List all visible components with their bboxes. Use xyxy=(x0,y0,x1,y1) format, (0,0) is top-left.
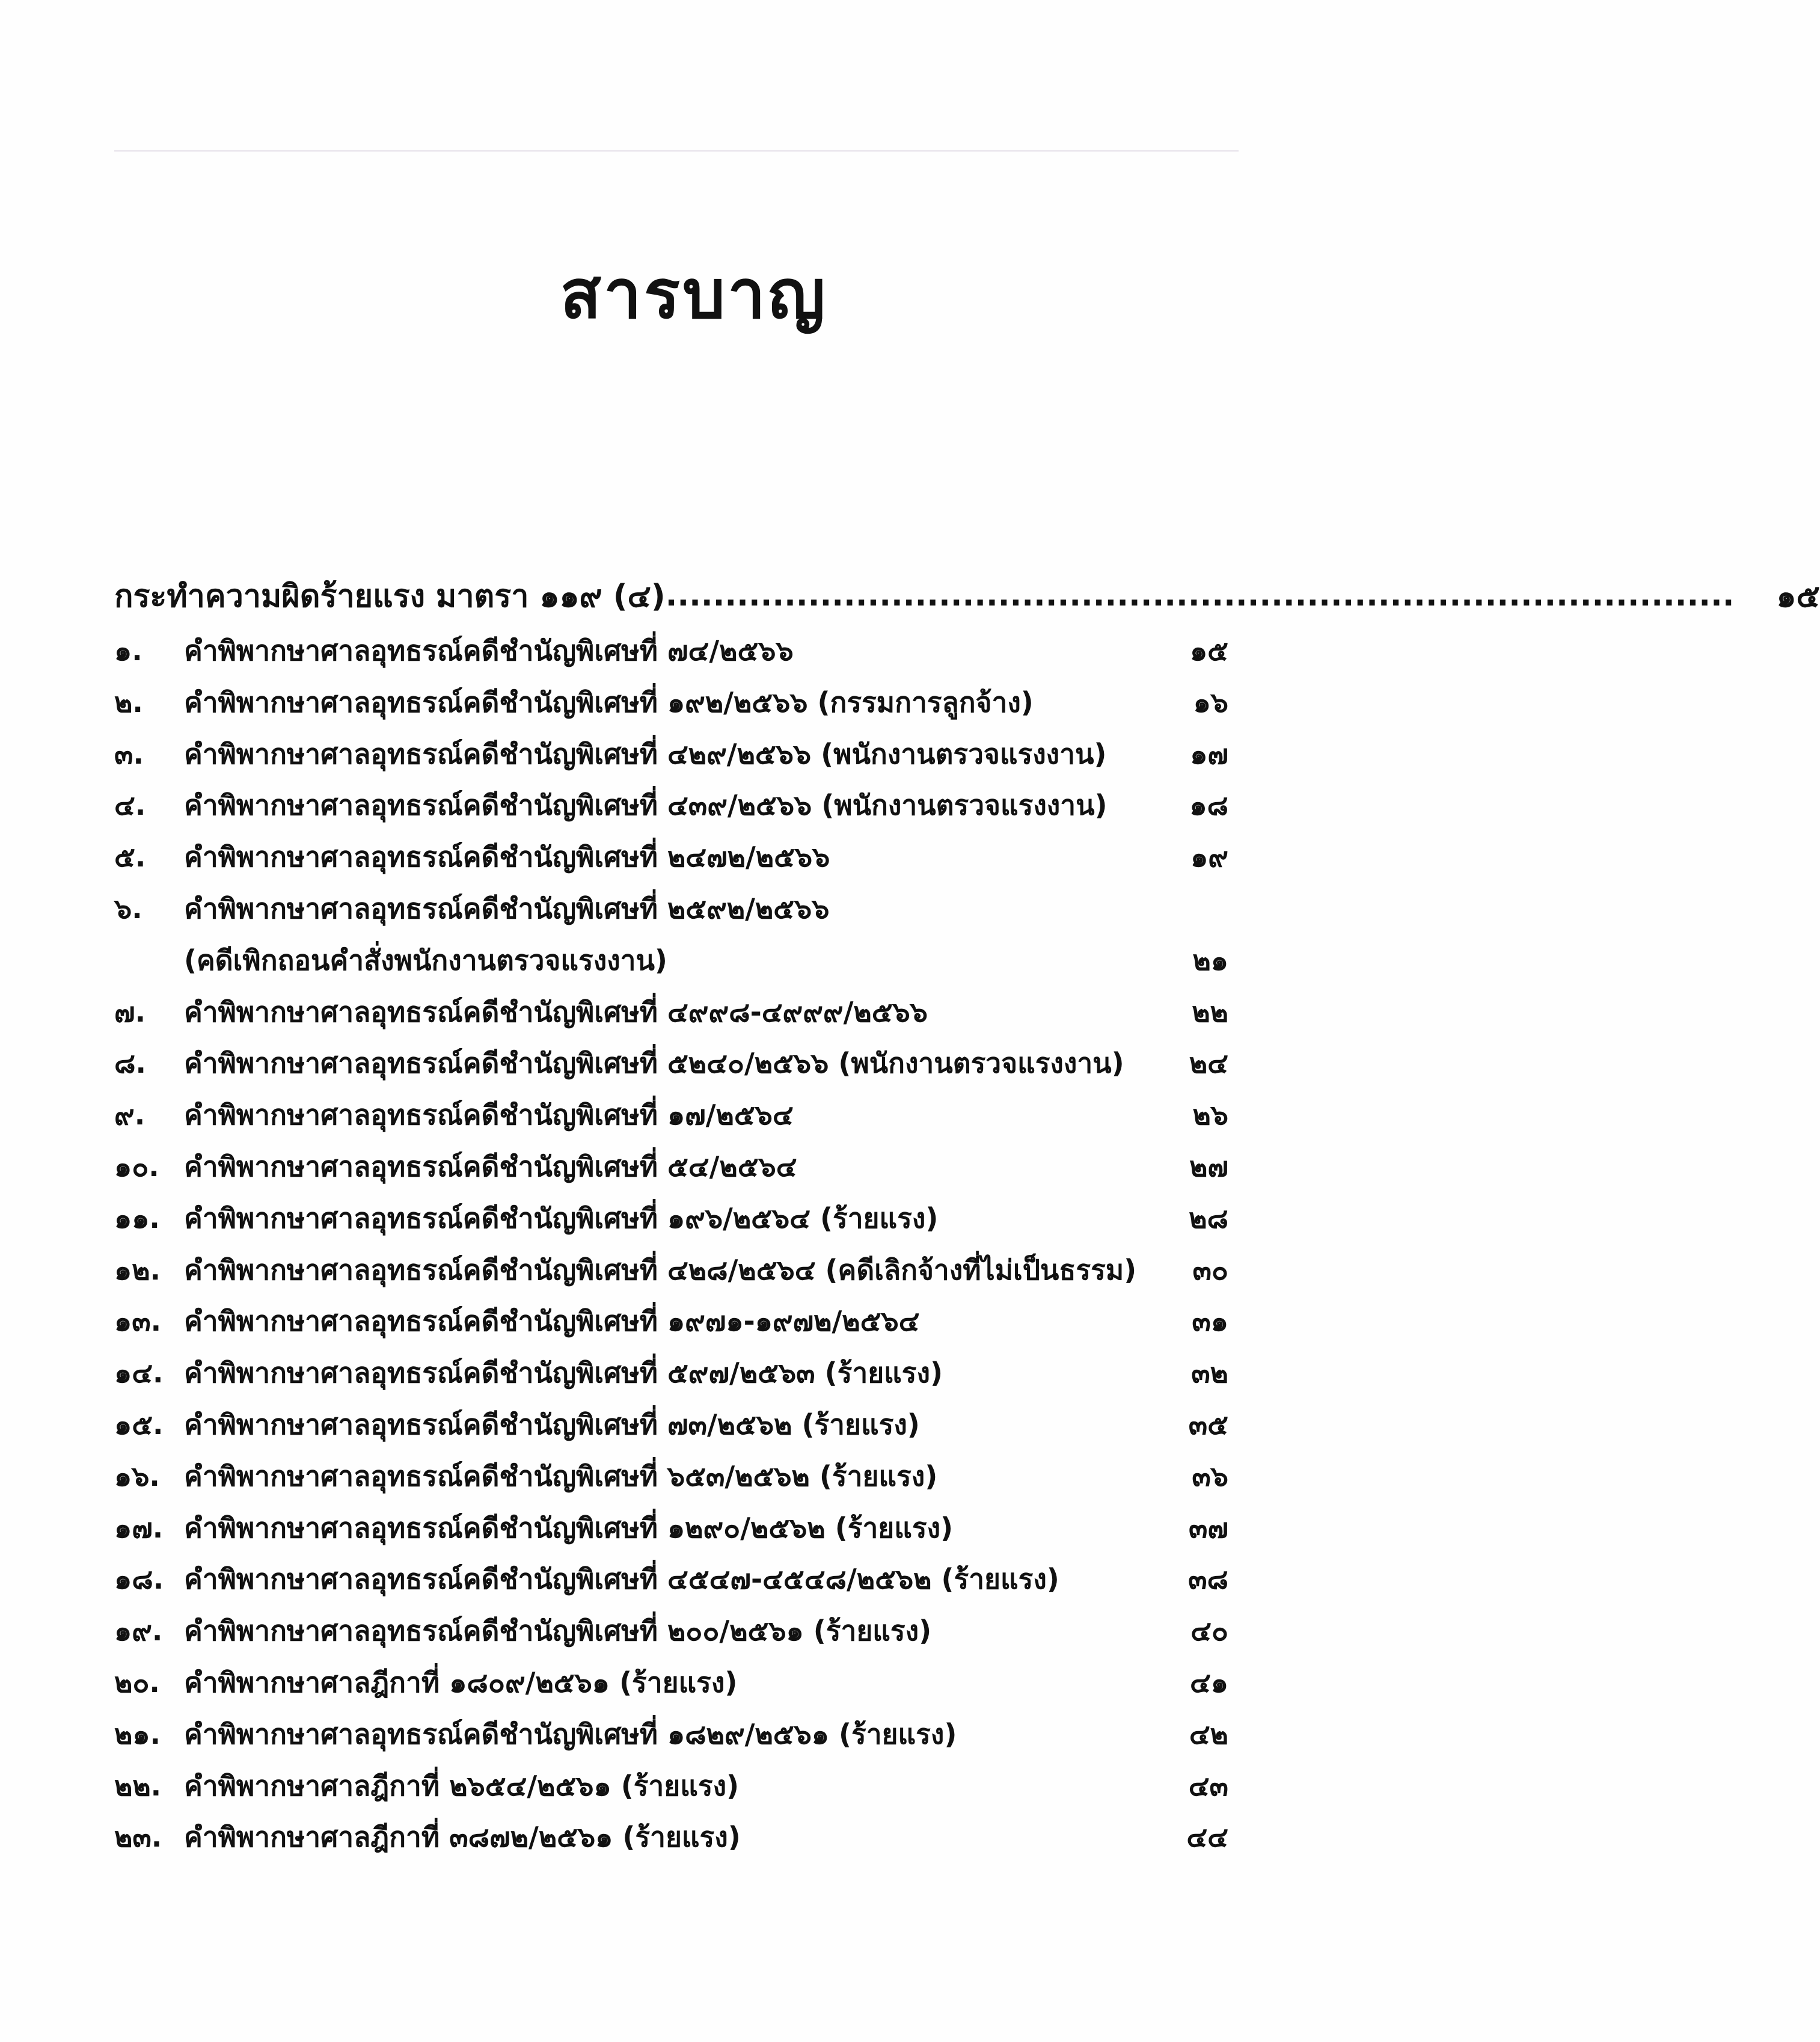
toc-entry[interactable] xyxy=(114,1761,1228,1812)
entry-page-number: ๒๒ xyxy=(1192,995,1228,1028)
entry-number: ๔. xyxy=(114,789,146,822)
entry-page-number: ๒๖ xyxy=(1192,1099,1228,1132)
entry-title-block xyxy=(184,1399,1162,1451)
entry-page-number: ๓๑ xyxy=(1192,1305,1228,1338)
entry-title-block xyxy=(184,1245,1162,1296)
entry-title: คำพิพากษาศาลอุทธรณ์คดีชำนัญพิเศษที่ ๑๙๗๑-๑๙๗๒/๒๕๖๔ xyxy=(184,1305,920,1338)
toc-entry[interactable] xyxy=(114,1554,1228,1605)
entry-page-number: ๓๘ xyxy=(1188,1563,1228,1596)
toc-entry[interactable] xyxy=(114,729,1228,780)
entry-page-number: ๑๕ xyxy=(1189,634,1228,667)
entry-page-number: ๑๘ xyxy=(1189,789,1228,822)
page-title: สารบาญ xyxy=(560,256,828,334)
toc-entry[interactable] xyxy=(114,1709,1228,1761)
entry-number: ๑๗. xyxy=(114,1511,164,1544)
entry-title: คำพิพากษาศาลอุทธรณ์คดีชำนัญพิเศษที่ ๒๕๙๒/๒๕๖๖ xyxy=(184,892,830,925)
entry-page-number: ๔๑ xyxy=(1189,1666,1228,1699)
entry-title-block xyxy=(184,832,1162,883)
entry-title-block xyxy=(184,729,1162,780)
toc-entry[interactable] xyxy=(114,883,1228,987)
entry-title: คำพิพากษาศาลอุทธรณ์คดีชำนัญพิเศษที่ ๕๔/๒๕๖๔ xyxy=(184,1150,797,1183)
toc-list xyxy=(114,625,1228,1863)
entry-title: คำพิพากษาศาลอุทธรณ์คดีชำนัญพิเศษที่ ๔๒๘/๒๕๖๔ (คดีเลิกจ้างที่ไม่เป็นธรรม) xyxy=(184,1253,1137,1286)
toc-entry[interactable] xyxy=(114,1245,1228,1296)
entry-title-block xyxy=(184,1554,1162,1605)
entry-title: คำพิพากษาศาลอุทธรณ์คดีชำนัญพิเศษที่ ๔๓๙/๒๕๖๖ (พนักงานตรวจแรงงาน) xyxy=(184,789,1108,822)
entry-number: ๑๒. xyxy=(114,1253,161,1286)
entry-title: คำพิพากษาศาลอุทธรณ์คดีชำนัญพิเศษที่ ๕๙๗/๒๕๖๓ (ร้ายแรง) xyxy=(184,1357,943,1390)
entry-number: ๙. xyxy=(114,1099,146,1132)
toc-entry[interactable] xyxy=(114,1605,1228,1657)
entry-title: คำพิพากษาศาลอุทธรณ์คดีชำนัญพิเศษที่ ๑๙๒/๒๕๖๖ (กรรมการลูกจ้าง) xyxy=(184,685,1034,719)
toc-entry[interactable] xyxy=(114,1399,1228,1451)
entry-page-number: ๒๗ xyxy=(1189,1150,1228,1183)
toc-entry[interactable] xyxy=(114,625,1228,677)
section-page-number: ๑๕ xyxy=(1776,578,1820,615)
entry-title-block xyxy=(184,1090,1162,1141)
entry-title: คำพิพากษาศาลอุทธรณ์คดีชำนัญพิเศษที่ ๗๔/๒๕๖๖ xyxy=(184,634,794,667)
entry-title-block xyxy=(184,1193,1162,1245)
entry-number: ๒๓. xyxy=(114,1821,162,1854)
entry-number: ๕. xyxy=(114,841,146,874)
entry-title-block xyxy=(184,1605,1162,1657)
dot-leader: .......................................................................................... xyxy=(665,577,1735,613)
entry-title: คำพิพากษาศาลฎีกาที่ ๒๖๕๔/๒๕๖๑ (ร้ายแรง) xyxy=(184,1769,740,1802)
entry-number: ๘. xyxy=(114,1047,146,1080)
entry-number: ๒๐. xyxy=(114,1666,160,1699)
entry-number: ๓. xyxy=(114,737,144,770)
toc-entry[interactable] xyxy=(114,987,1228,1038)
entry-title: คำพิพากษาศาลอุทธรณ์คดีชำนัญพิเศษที่ ๒๐๐/๒๕๖๑ (ร้ายแรง) xyxy=(184,1614,932,1648)
entry-title-block xyxy=(184,1038,1162,1090)
toc-entry[interactable] xyxy=(114,1090,1228,1141)
entry-title: คำพิพากษาศาลอุทธรณ์คดีชำนัญพิเศษที่ ๕๒๔๐/๒๕๖๖ (พนักงานตรวจแรงงาน) xyxy=(184,1047,1124,1080)
entry-page-number: ๓๖ xyxy=(1192,1459,1228,1492)
toc-entry[interactable] xyxy=(114,1296,1228,1348)
entry-number: ๑๑. xyxy=(114,1201,160,1234)
entry-number: ๑. xyxy=(114,634,142,667)
entry-number: ๑๕. xyxy=(114,1408,164,1441)
toc-entry[interactable] xyxy=(114,1812,1228,1863)
entry-number: ๑๓. xyxy=(114,1305,162,1338)
entry-number: ๑๙. xyxy=(114,1614,163,1648)
entry-title-block xyxy=(184,625,1162,677)
toc-entry[interactable] xyxy=(114,677,1228,729)
toc-entry[interactable] xyxy=(114,1193,1228,1245)
toc-entry[interactable] xyxy=(114,1348,1228,1399)
entry-number: ๖. xyxy=(114,892,142,925)
entry-page-number: ๔๓ xyxy=(1188,1769,1228,1802)
toc-section-heading[interactable] xyxy=(114,571,1820,619)
entry-title-block xyxy=(184,987,1162,1038)
entry-title: คำพิพากษาศาลอุทธรณ์คดีชำนัญพิเศษที่ ๖๕๓/๒๕๖๒ (ร้ายแรง) xyxy=(184,1459,938,1492)
toc-entry[interactable] xyxy=(114,1038,1228,1090)
entry-number: ๑๐. xyxy=(114,1150,159,1183)
entry-title: คำพิพากษาศาลอุทธรณ์คดีชำนัญพิเศษที่ ๔๙๙๘-๔๙๙๙/๒๕๖๖ xyxy=(184,995,928,1028)
entry-title-block xyxy=(184,1709,1162,1761)
toc-entry[interactable] xyxy=(114,1141,1228,1193)
entry-title: คำพิพากษาศาลอุทธรณ์คดีชำนัญพิเศษที่ ๔๒๙/๒๕๖๖ (พนักงานตรวจแรงงาน) xyxy=(184,737,1107,770)
entry-title-block xyxy=(184,1657,1162,1709)
toc-entry[interactable] xyxy=(114,1657,1228,1709)
entry-title-block xyxy=(184,780,1162,832)
entry-title-block xyxy=(184,1761,1162,1812)
entry-title: คำพิพากษาศาลอุทธรณ์คดีชำนัญพิเศษที่ ๗๓/๒๕๖๒ (ร้ายแรง) xyxy=(184,1408,920,1441)
entry-page-number: ๓๗ xyxy=(1188,1511,1228,1544)
header-rule xyxy=(114,150,1239,152)
entry-title-block xyxy=(184,883,1162,987)
entry-title: คำพิพากษาศาลอุทธรณ์คดีชำนัญพิเศษที่ ๑๙๖/๒๕๖๔ (ร้ายแรง) xyxy=(184,1201,939,1234)
entry-title-continuation: (คดีเพิกถอนคำสั่งพนักงานตรวจแรงงาน) xyxy=(184,943,667,977)
toc-entry[interactable] xyxy=(114,1503,1228,1554)
entry-title-block xyxy=(184,1451,1162,1503)
toc-entry[interactable] xyxy=(114,832,1228,883)
entry-title: คำพิพากษาศาลอุทธรณ์คดีชำนัญพิเศษที่ ๒๔๗๒/๒๕๖๖ xyxy=(184,841,830,874)
entry-title-block xyxy=(184,1348,1162,1399)
entry-number: ๑๘. xyxy=(114,1563,164,1596)
entry-title: คำพิพากษาศาลอุทธรณ์คดีชำนัญพิเศษที่ ๔๕๔๗-๔๕๔๘/๒๕๖๒ (ร้ายแรง) xyxy=(184,1563,1059,1596)
section-label: กระทำความผิดร้ายแรง มาตรา ๑๑๙ (๔) xyxy=(114,578,666,615)
entry-page-number: ๑๗ xyxy=(1190,737,1228,770)
entry-page-number: ๒๑ xyxy=(1192,943,1228,977)
entry-number: ๒. xyxy=(114,685,143,719)
entry-number: ๒๒. xyxy=(114,1769,162,1802)
entry-title-block xyxy=(184,677,1162,729)
entry-title: คำพิพากษาศาลฎีกาที่ ๓๘๗๒/๒๕๖๑ (ร้ายแรง) xyxy=(184,1821,741,1854)
entry-page-number: ๒๔ xyxy=(1189,1047,1228,1080)
entry-title: คำพิพากษาศาลอุทธรณ์คดีชำนัญพิเศษที่ ๑๘๒๙/๒๕๖๑ (ร้ายแรง) xyxy=(184,1717,957,1750)
entry-title: คำพิพากษาศาลฎีกาที่ ๑๘๐๙/๒๕๖๑ (ร้ายแรง) xyxy=(184,1666,738,1699)
entry-title: คำพิพากษาศาลอุทธรณ์คดีชำนัญพิเศษที่ ๑๒๙๐/๒๕๖๒ (ร้ายแรง) xyxy=(184,1511,954,1544)
entry-number: ๗. xyxy=(114,995,146,1028)
entry-title-block xyxy=(184,1141,1162,1193)
entry-title: คำพิพากษาศาลอุทธรณ์คดีชำนัญพิเศษที่ ๑๗/๒๕๖๔ xyxy=(184,1099,794,1132)
entry-title-block xyxy=(184,1812,1162,1863)
entry-title-block xyxy=(184,1503,1162,1554)
entry-page-number: ๑๙ xyxy=(1190,841,1228,874)
entry-number: ๑๖. xyxy=(114,1459,160,1492)
entry-page-number: ๔๔ xyxy=(1186,1821,1228,1854)
entry-page-number: ๓๕ xyxy=(1188,1408,1228,1441)
toc-entry[interactable] xyxy=(114,780,1228,832)
entry-page-number: ๔๐ xyxy=(1190,1614,1228,1648)
entry-number: ๒๑. xyxy=(114,1717,161,1750)
entry-number: ๑๔. xyxy=(114,1357,164,1390)
entry-page-number: ๑๖ xyxy=(1193,685,1228,719)
entry-page-number: ๔๒ xyxy=(1189,1717,1228,1750)
entry-page-number: ๒๘ xyxy=(1189,1201,1228,1234)
entry-page-number: ๓๒ xyxy=(1191,1357,1228,1390)
toc-entry[interactable] xyxy=(114,1451,1228,1503)
entry-page-number: ๓๐ xyxy=(1192,1253,1228,1286)
entry-title-block xyxy=(184,1296,1162,1348)
